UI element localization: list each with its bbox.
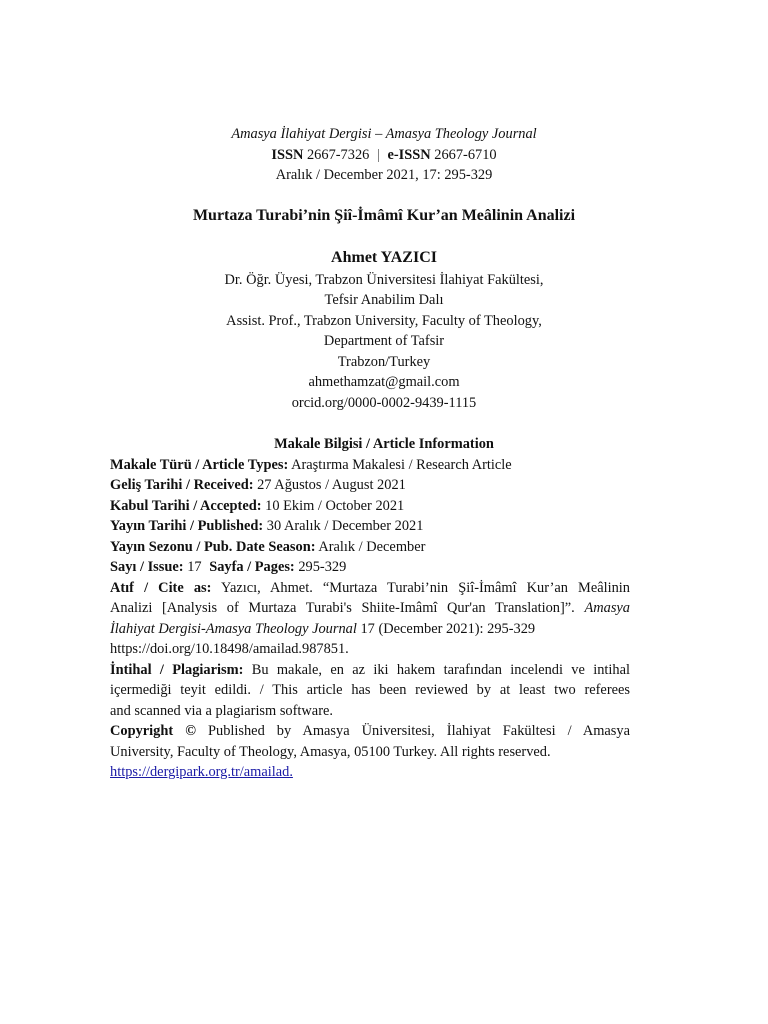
plagiarism-label: İntihal / Plagiarism: xyxy=(110,662,244,678)
plagiarism-line-3: and scanned via a plagiarism software. xyxy=(110,703,333,719)
issn-separator: | xyxy=(376,147,380,163)
copyright-label: Copyright © xyxy=(110,723,196,739)
received-label: Geliş Tarihi / Received: xyxy=(110,477,254,493)
pages-value: 295-329 xyxy=(298,559,347,575)
published-row xyxy=(110,516,630,536)
cite-journal-italic-2: İlahiyat Dergisi-Amasya Theology Journal xyxy=(110,621,357,637)
issue-date: Aralık / December 2021, 17: 295-329 xyxy=(275,167,493,183)
author-location: Trabzon/Turkey xyxy=(337,354,431,370)
received-row xyxy=(110,475,630,495)
cite-text-1: Yazıcı, Ahmet. “Murtaza Turabi’nin Şiî-İmâmî Kur’an Meâlinin xyxy=(221,580,630,596)
article-title: Murtaza Turabi’nin Şiî-İmâmî Kur’an Meâlinin Analizi xyxy=(192,207,576,224)
cite-journal-italic-1: Amasya xyxy=(584,600,630,616)
author-orcid[interactable]: orcid.org/0000-0002-9439-1115 xyxy=(291,395,477,411)
cite-line-2 xyxy=(110,598,630,618)
affiliation-tr-2: Tefsir Anabilim Dalı xyxy=(324,292,444,308)
article-info-heading: Makale Bilgisi / Article Information xyxy=(274,436,494,452)
published-value: 30 Aralık / December 2021 xyxy=(266,518,424,534)
journal-url-line xyxy=(110,762,630,782)
journal-url-link[interactable]: https://dergipark.org.tr/amailad. xyxy=(110,764,293,780)
received-value: 27 Ağustos / August 2021 xyxy=(257,477,406,493)
published-label: Yayın Tarihi / Published: xyxy=(110,518,264,534)
cite-line-1 xyxy=(110,578,630,598)
eissn-value: 2667-6710 xyxy=(434,147,497,163)
season-label: Yayın Sezonu / Pub. Date Season: xyxy=(110,539,316,555)
cite-text-3: 17 (December 2021): 295-329 xyxy=(360,621,536,637)
pages-label: Sayfa / Pages: xyxy=(209,559,295,575)
article-type-value: Araştırma Makalesi / Research Article xyxy=(291,457,512,473)
accepted-row xyxy=(110,496,630,516)
copyright-line-1 xyxy=(110,721,630,741)
copyright-text-1: Published by Amasya Üniversitesi, İlahiyat Fakültesi / Amasya xyxy=(208,723,630,739)
plagiarism-text-1: Bu makale, en az iki hakem tarafından incelendi ve intihal xyxy=(251,662,630,678)
author-name: Ahmet YAZICI xyxy=(331,249,437,266)
issn-value: 2667-7326 xyxy=(306,147,370,163)
issue-value: 17 xyxy=(187,559,202,575)
accepted-value: 10 Ekim / October 2021 xyxy=(265,498,405,514)
article-type-label: Makale Türü / Article Types: xyxy=(110,457,289,473)
issue-label: Sayı / Issue: xyxy=(110,559,184,575)
eissn-label: e-ISSN xyxy=(387,147,431,163)
season-value: Aralık / December xyxy=(318,539,426,555)
season-row xyxy=(110,537,630,557)
accepted-label: Kabul Tarihi / Accepted: xyxy=(110,498,262,514)
plagiarism-line-1 xyxy=(110,660,630,680)
issn-label: ISSN xyxy=(271,147,304,163)
cite-label: Atıf / Cite as: xyxy=(110,580,212,596)
journal-name: Amasya İlahiyat Dergisi – Amasya Theology Journal xyxy=(231,126,537,142)
plagiarism-line-2: içermediği teyit edildi. / This article has been reviewed by at least two referees xyxy=(110,682,630,698)
affiliation-en-2: Department of Tafsir xyxy=(323,333,445,349)
affiliation-en-1: Assist. Prof., Trabzon University, Faculty of Theology, xyxy=(226,313,542,329)
copyright-line-2: University, Faculty of Theology, Amasya, 05100 Turkey. All rights reserved. xyxy=(110,744,551,760)
cite-text-2: Analizi [Analysis of Murtaza Turabi's Shiite-Imâmî Qur'an Translation]”. xyxy=(110,600,575,616)
article-type-row xyxy=(110,455,630,475)
author-email[interactable]: ahmethamzat@gmail.com xyxy=(308,374,460,390)
issue-pages-row xyxy=(110,557,630,577)
cite-line-3 xyxy=(110,619,630,639)
affiliation-tr-1: Dr. Öğr. Üyesi, Trabzon Üniversitesi İlahiyat Fakültesi, xyxy=(224,272,544,288)
issn-line xyxy=(0,145,768,165)
cite-doi[interactable]: https://doi.org/10.18498/amailad.987851. xyxy=(110,641,349,657)
